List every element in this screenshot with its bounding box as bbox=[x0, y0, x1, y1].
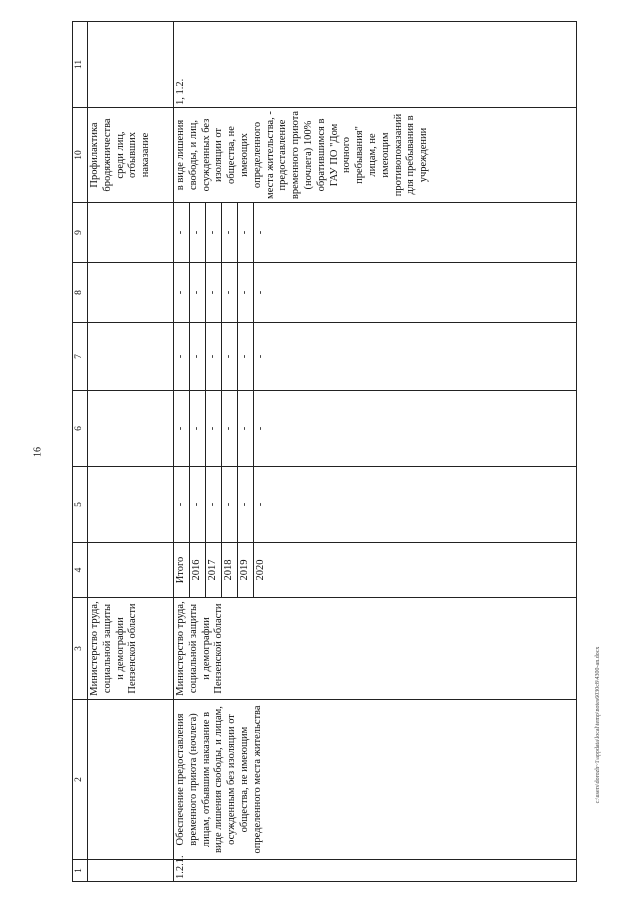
dash-cell: - bbox=[255, 230, 267, 235]
dash-cell: - bbox=[174, 467, 190, 542]
header-cell: 11 bbox=[73, 22, 88, 108]
dash-cell: - bbox=[206, 323, 222, 390]
dash-cell: - bbox=[222, 391, 238, 466]
dash-cell: - bbox=[206, 467, 222, 542]
dash-cell: - bbox=[190, 391, 206, 466]
dash-cell: - bbox=[174, 263, 190, 322]
dash-cell: - bbox=[255, 502, 267, 507]
parent-row bbox=[88, 22, 174, 882]
years-cell bbox=[174, 543, 577, 598]
header-cell: 9 bbox=[73, 203, 88, 263]
header-cell: 4 bbox=[73, 543, 88, 598]
dash-cell: - bbox=[190, 323, 206, 390]
parent-executor: Министерство труда, социальной защиты и демографии Пензенской области bbox=[88, 598, 174, 700]
header-cell: 2 bbox=[73, 700, 88, 860]
col5-cell bbox=[174, 467, 577, 543]
link-cell: 1, 1.2. bbox=[174, 22, 577, 108]
year-cell: 2018 bbox=[222, 543, 238, 597]
dash-cell: - bbox=[206, 391, 222, 466]
header-cell: 5 bbox=[73, 467, 88, 543]
dash-cell: - bbox=[206, 263, 222, 322]
header-cell: 10 bbox=[73, 108, 88, 203]
dash-cell: - bbox=[206, 203, 222, 262]
dash-cell: - bbox=[174, 203, 190, 262]
measure-name: Обеспечение предоставления временного приюта (ночлега) лицам, отбывшим наказание в виде лишения свободы, и лицам, осужденным без изоляции от общества, не имеющим определенного места жительства bbox=[174, 700, 577, 860]
dash-cell: - bbox=[255, 290, 267, 295]
indicator-part-b: в виде лишения свободы, и лиц, осужденных без изоляции от общества, не имеющих определенного места жительства, - предоставление временного приюта (ночлега) 100% обратившимся в ГАУ ПО "Дом ночного пребывания" лицам, не имеющим противопоказаний для пребывания в учреждении bbox=[174, 108, 577, 203]
col7-cell bbox=[174, 323, 577, 391]
year-cell: 2019 bbox=[238, 543, 254, 597]
dash-cell: - bbox=[222, 263, 238, 322]
header-cell: 1 bbox=[73, 860, 88, 882]
indicator-part-a: Профилактика бродяжничества среди лиц, отбывших наказание bbox=[88, 108, 174, 203]
col6-cell bbox=[174, 391, 577, 467]
dash-cell: - bbox=[222, 467, 238, 542]
year-cell: 2017 bbox=[206, 543, 222, 597]
header-cell: 6 bbox=[73, 391, 88, 467]
dash-cell: - bbox=[238, 323, 254, 390]
dash-cell: - bbox=[190, 467, 206, 542]
page-number: 16 bbox=[32, 447, 44, 457]
header-row bbox=[73, 22, 88, 882]
dash-cell: - bbox=[174, 323, 190, 390]
dash-cell: - bbox=[222, 203, 238, 262]
dash-cell: - bbox=[238, 467, 254, 542]
dash-cell: - bbox=[190, 203, 206, 262]
measure-executor: Министерство труда, социальной защиты и демографии Пензенской области bbox=[174, 598, 577, 700]
year-cell: Итого bbox=[174, 543, 190, 597]
measure-code: 1.2.1. bbox=[174, 860, 577, 882]
col9-cell bbox=[174, 203, 577, 263]
dash-cell: - bbox=[238, 203, 254, 262]
dash-cell: - bbox=[238, 263, 254, 322]
header-cell: 3 bbox=[73, 598, 88, 700]
measure-row bbox=[174, 22, 577, 882]
table-container bbox=[72, 22, 577, 882]
col8-cell bbox=[174, 263, 577, 323]
year-cell: 2020 bbox=[255, 559, 267, 581]
year-cell: 2016 bbox=[190, 543, 206, 597]
dash-cell: - bbox=[255, 354, 267, 359]
dash-cell: - bbox=[190, 263, 206, 322]
dash-cell: - bbox=[222, 323, 238, 390]
program-table bbox=[72, 21, 577, 882]
header-cell: 8 bbox=[73, 263, 88, 323]
dash-cell: - bbox=[174, 391, 190, 466]
header-cell: 7 bbox=[73, 323, 88, 391]
dash-cell: - bbox=[238, 391, 254, 466]
file-path-footer: c:\users\dorozh~1\appdata\local\temp\notes6030c8\4300-an.docx bbox=[595, 646, 601, 804]
dash-cell: - bbox=[255, 426, 267, 431]
